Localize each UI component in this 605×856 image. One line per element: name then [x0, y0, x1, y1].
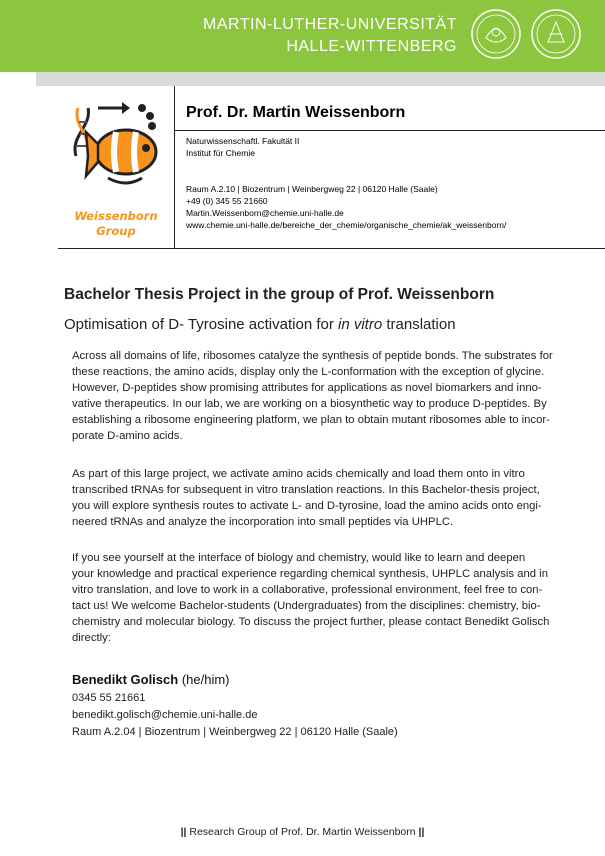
website-link[interactable]: www.chemie.uni-halle.de/bereiche_der_chemie/organische_chemie/ak_weissenborn/ — [186, 220, 507, 230]
paragraph-project — [72, 466, 572, 530]
paragraph-line: As part of this large project, we activate amino acids chemically and load them onto in vitro — [72, 468, 525, 480]
contact-phone: 0345 55 21661 — [72, 692, 146, 704]
paragraph-line: However, D-peptides show promising attributes for applications as novel biomarkers and inno- — [72, 382, 542, 394]
letterhead — [58, 86, 605, 249]
university-seal-left-icon — [470, 8, 522, 60]
professor-name: Prof. Dr. Martin Weissenborn — [186, 104, 406, 121]
contact-pronouns: (he/him) — [178, 672, 230, 687]
paragraph-line: directly: — [72, 632, 111, 644]
clownfish-dna-logo-icon — [58, 86, 174, 204]
paragraph-line: neered tRNAs and analyze the incorporation into small peptides via UHPLC. — [72, 516, 454, 528]
subtitle-part2: translation — [382, 316, 456, 333]
paragraph-line: tact us! We welcome Bachelor-students (Undergraduates) from the disciplines: chemistry, bio- — [72, 600, 541, 612]
university-seal-right-icon — [530, 8, 582, 60]
paragraph-line: your knowledge and practical experience regarding chemical synthesis, UHPLC analysis and in — [72, 568, 548, 580]
paragraph-line: vative therapeutics. In our lab, we are working on a biosynthetic way to produce D-peptides. By — [72, 398, 547, 410]
contact-email[interactable]: benedikt.golisch@chemie.uni-halle.de — [72, 709, 258, 721]
phone-number: +49 (0) 345 55 21660 — [186, 196, 268, 206]
group-logo — [58, 86, 175, 248]
subtitle-part1: Optimisation of D- Tyrosine activation for — [64, 316, 338, 333]
logo-text-line1: Weissenborn — [74, 209, 158, 223]
paragraph-call-to-action — [72, 550, 572, 646]
university-name-line1: MARTIN-LUTHER-UNIVERSITÄT — [203, 16, 457, 33]
footer-bars-left: || — [180, 826, 187, 838]
faculty-text: Naturwissenschaftl. Fakultät II — [186, 136, 300, 146]
contact-address: Raum A.2.04 | Biozentrum | Weinbergweg 22 | 06120 Halle (Saale) — [72, 726, 398, 738]
document-title: Bachelor Thesis Project in the group of Prof. Weissenborn — [64, 286, 495, 303]
contact-person — [72, 672, 230, 687]
footer-bars-right: || — [418, 826, 425, 838]
footer — [0, 826, 605, 838]
email-address: Martin.Weissenborn@chemie.uni-halle.de — [186, 208, 344, 218]
document-subtitle — [64, 316, 456, 333]
paragraph-line: you will explore synthesis routes to activate L- and D-tyrosine, load the amino acids onto engi- — [72, 500, 542, 512]
grey-divider-strip — [36, 72, 605, 86]
logo-text-line2: Group — [96, 224, 136, 238]
paragraph-line: If you see yourself at the interface of biology and chemistry, would like to learn and deepen — [72, 552, 526, 564]
paragraph-line: vitro translation, and love to work in a collaborative, professional environment, feel free to con- — [72, 584, 543, 596]
contact-name: Benedikt Golisch — [72, 672, 179, 687]
university-name — [203, 14, 457, 58]
paragraph-line: chemistry and molecular biology. To discuss the project further, please contact Benedikt Golisch — [72, 616, 550, 628]
paragraph-intro — [72, 348, 572, 444]
name-divider — [174, 130, 605, 131]
paragraph-line: these reactions, the amino acids, display only the L-conformation with the exception of glycine. — [72, 366, 545, 378]
university-banner — [0, 0, 605, 72]
paragraph-line: porate D-amino acids. — [72, 430, 183, 442]
paragraph-line: Across all domains of life, ribosomes catalyze the synthesis of peptide bonds. The substrates for — [72, 350, 553, 362]
institute-text: Institut für Chemie — [186, 148, 255, 158]
subtitle-italic: in vitro — [338, 316, 383, 333]
office-address: Raum A.2.10 | Biozentrum | Weinbergweg 22 | 06120 Halle (Saale) — [186, 184, 438, 194]
footer-text: Research Group of Prof. Dr. Martin Weissenborn — [189, 826, 416, 838]
university-name-line2: HALLE-WITTENBERG — [286, 38, 457, 55]
paragraph-line: establishing a ribosome engineering platform, we plan to obtain mutant ribosomes able to incor- — [72, 414, 550, 426]
paragraph-line: transcribed tRNAs for subsequent in vitro translation reactions. In this Bachelor-thesis project, — [72, 484, 540, 496]
